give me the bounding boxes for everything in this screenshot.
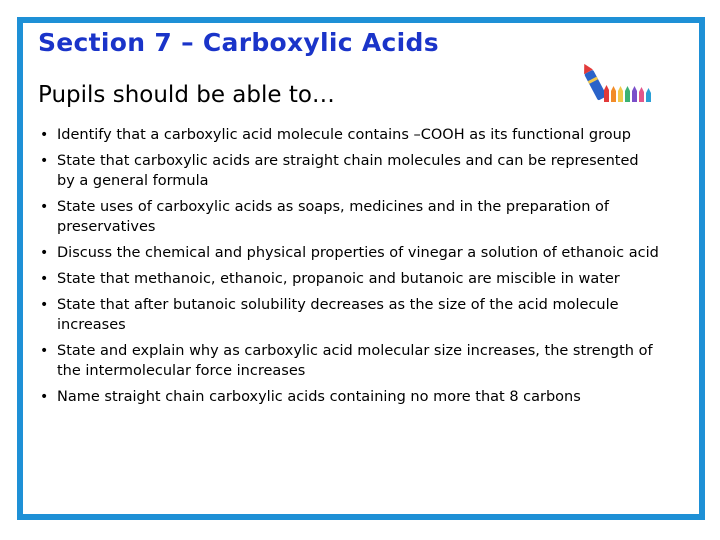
list-item-text: State that carboxylic acids are straight chain molecules and can be represented by a general formula [57,153,639,189]
list-item-text: State that methanoic, ethanoic, propanoic and butanoic are miscible in water [57,271,620,287]
list-item [40,269,660,289]
bullet-dot: • [40,271,49,287]
list-item [40,295,660,335]
list-item [40,243,660,263]
slide-subtitle: Pupils should be able to… [38,82,335,108]
list-item-text: Name straight chain carboxylic acids containing no more that 8 carbons [57,389,581,405]
list-item [40,197,660,237]
list-item-text: State that after butanoic solubility decreases as the size of the acid molecule increases [57,297,619,333]
objectives-list [40,125,660,413]
list-item-text: Identify that a carboxylic acid molecule contains –COOH as its functional group [57,127,632,143]
list-item [40,125,660,145]
list-item [40,151,660,191]
bullet-dot: • [40,127,49,143]
bullet-dot: • [40,245,49,261]
slide-title: Section 7 – Carboxylic Acids [38,28,439,57]
bullet-dot: • [40,153,49,169]
bullet-dot: • [40,389,49,405]
bullet-dot: • [40,343,49,359]
crayons-clipart-icon [582,60,656,104]
list-item-text: State uses of carboxylic acids as soaps, medicines and in the preparation of preservatives [57,199,609,235]
list-item [40,387,660,407]
bullet-dot: • [40,297,49,313]
bullet-dot: • [40,199,49,215]
list-item-text: State and explain why as carboxylic acid molecular size increases, the strength of the intermolecular force increases [57,343,653,379]
list-item [40,341,660,381]
list-item-text: Discuss the chemical and physical properties of vinegar a solution of ethanoic acid [57,245,659,261]
